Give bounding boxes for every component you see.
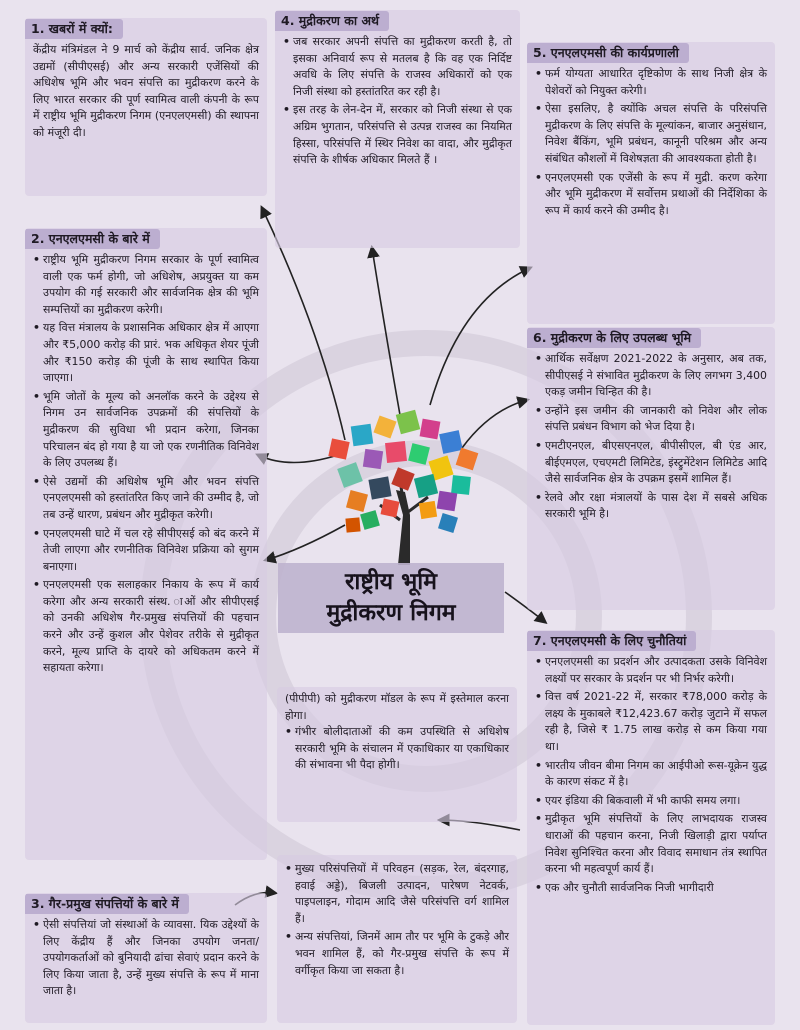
tree-trunk <box>396 490 410 565</box>
list-item: • एनएलएमसी का प्रदर्शन और उत्पादकता उसके विनिवेश लक्ष्यों पर सरकार के प्रदर्शन पर भी निर्भर करेगी। <box>535 654 767 687</box>
section-title: 5. एनएलएमसी की कार्यप्रणाली <box>527 43 689 63</box>
list-item: • एनएलएमसी घाटे में चल रहे सीपीएसई को बंद करने में तेजी लाएगा और रणनीतिक विनिवेश प्रक्रिया को सुगम बनाएगा। <box>33 526 259 576</box>
center-title-line-1: राष्ट्रीय भूमि <box>345 569 437 595</box>
list-item: • अन्य संपत्तियां, जिनमें आम तौर पर भूमि के टुकड़े और भवन शामिल हैं, को गैर-प्रमुख संपत्ति के रूप में वर्गीकृत किया जा सकता है। <box>285 929 509 979</box>
section-title: 1. खबरों में क्यों: <box>25 19 123 39</box>
section-title: 4. मुद्रीकरण का अर्थ <box>275 11 389 31</box>
section-nlmc-working <box>527 42 775 324</box>
list-item: • ऐसा इसलिए, है क्योंकि अचल संपत्ति के परिसंपत्ति मुद्रीकरण के लिए संपत्ति के मूल्यांकन, बाजार अनुसंधान, निवेश बैंकिंग, भूमि प्रबंधन, कानूनी परिश्रम और अन्य संबंधित कौशलों में विशेषज्ञता की आवश्यकता होती है। <box>535 101 767 167</box>
list-item: • राष्ट्रीय भूमि मुद्रीकरण निगम सरकार के पूर्ण स्वामित्व वाली एक फर्म होगी, जो अधिशेष, अप्रयुक्त या कम उपयोग की गई सरकारी और सार्वजनिक क्षेत्र की भूमि सम्पत्तियों का मुद्रीकरण करेगी। <box>33 252 259 318</box>
section-title: 2. एनएलएमसी के बारे में <box>25 229 160 249</box>
section-why-in-news <box>25 18 267 196</box>
list-item: • भूमि जोतों के मूल्य को अनलॉक करने के उद्देश्य से निगम उन सार्वजनिक उपक्रमों की संपत्तियों के मुद्रीकरण की सुविधा भी प्रदान करेगा, जिनका परिचालन बंद हो गया है या जो एक रणनीतिक विनिवेश के लिए उपलब्ध हैं। <box>33 389 259 472</box>
center-title-box <box>278 563 504 633</box>
section-title: 7. एनएलएमसी के लिए चुनौतियां <box>527 631 696 651</box>
section-title: 3. गैर-प्रमुख संपत्तियों के बारे में <box>25 894 189 914</box>
section-text: केंद्रीय मंत्रिमंडल ने 9 मार्च को केंद्रीय सार्व. जनिक क्षेत्र उद्यमों (सीपीएसई) और अन्य सरकारी एजेंसियों की अधिशेष भूमि और भवन संपत्ति का मुद्रीकरण करने के लिए भारत सरकार की पूर्ण स्वामित्व वाली कंपनी के रूप में राष्ट्रीय भूमि मुद्रीकरण निगम (एनएलएमसी) की स्थापना को मंजूरी दी। <box>33 43 259 139</box>
list-item: • इस तरह के लेन-देन में, सरकार को निजी संस्था से एक अग्रिम भुगतान, परिसंपत्ति से उत्पन्न राजस्व का नियमित हिस्सा, परिसंपत्ति में स्थिर निवेश का वादा, और मुद्रीकृत संपत्ति के शीर्षक अधिकार मिलते हैं । <box>283 102 512 168</box>
list-item: • भारतीय जीवन बीमा निगम का आईपीओ रूस-यूक्रेन युद्ध के कारण संकट में है। <box>535 758 767 791</box>
list-item: • मुद्रीकृत भूमि संपत्तियों के लिए लाभदायक राजस्व धाराओं की पहचान करना, निजी खिलाड़ी द्वारा पर्याप्त निवेश सुनिश्चित करना और विवाद समाधान तंत्र स्थापित करना भी महत्वपूर्ण कार्य हैं। <box>535 811 767 877</box>
section-about-nlmc <box>25 228 267 860</box>
list-item: • आर्थिक सर्वेक्षण 2021-2022 के अनुसार, अब तक, सीपीएसई ने संभावित मुद्रीकरण के लिए लगभग 3,400 एकड़ जमीन चिन्हित की है। <box>535 351 767 401</box>
list-item: • एमटीएनएल, बीएसएनएल, बीपीसीएल, बी एंड आर, बीईएमएल, एचएमटी लिमिटेड, इंस्ट्रुमेंटेशन लिमिटेड आदि जैसे सार्वजनिक क्षेत्र के उपक्रम इसमें शामिल हैं। <box>535 438 767 488</box>
list-item: • वित्त वर्ष 2021-22 में, सरकार ₹78,000 करोड़ के लक्ष्य के मुकाबले ₹12,423.67 करोड़ जुटाने में सफल रही है, जिसे ₹ 1.75 लाख करोड़ से कम किया गया था। <box>535 689 767 755</box>
section-text: (पीपीपी) को मुद्रीकरण मॉडल के रूप में इस्तेमाल करना होगा। <box>285 692 509 722</box>
list-item: • ऐसी संपत्तियां जो संस्थाओं के व्यावसा. यिक उद्देश्यों के लिए केंद्रीय हैं और जिनका उपयोग जनता/उपयोगकर्ताओं को बुनियादी ढांचा सेवाएं प्रदान करने के लिए किया जाता है, उन्हें मुख्य संपत्ति के रूप में माना जाता है। <box>33 917 259 1000</box>
section-meaning-of-monetization <box>275 10 520 248</box>
list-item: • गंभीर बोलीदाताओं की कम उपस्थिति से अधिशेष सरकारी भूमि के संचालन में एकाधिकार या एकाधिकार की संभावना भी पैदा होगी। <box>285 724 509 774</box>
section-nlmc-challenges <box>527 630 775 1025</box>
list-item: • उन्होंने इस जमीन की जानकारी को निवेश और लोक संपत्ति प्रबंधन विभाग को भेज दिया है। <box>535 403 767 436</box>
list-item: • एयर इंडिया की बिकवाली में भी काफी समय लगा। <box>535 793 767 810</box>
section-non-core-assets <box>25 893 267 1023</box>
list-item: • एक और चुनौती सार्वजनिक निजी भागीदारी <box>535 880 767 897</box>
section-land-available <box>527 327 775 610</box>
section-core-assets-continued <box>277 855 517 1023</box>
section-challenges-continued <box>277 687 517 822</box>
list-item: • एनएलएमसी एक एजेंसी के रूप में मुद्री. करण करेगा और भूमि मुद्रीकरण में सर्वोत्तम प्रथाओं की निर्देशिका के रूप में कार्य करने की उम्मीद है। <box>535 170 767 220</box>
center-title-line-2: मुद्रीकरण निगम <box>326 600 456 626</box>
list-item: • मुख्य परिसंपत्तियों में परिवहन (सड़क, रेल, बंदरगाह, हवाई अड्डे), बिजली उत्पादन, पारेषण नेटवर्क, पाइपलाइन, गोदाम आदि जैसे परिसंपत्ति वर्ग शामिल हैं। <box>285 861 509 927</box>
list-item: • रेलवे और रक्षा मंत्रालयों के पास देश में सबसे अधिक सरकारी भूमि है। <box>535 490 767 523</box>
list-item: • जब सरकार अपनी संपत्ति का मुद्रीकरण करती है, तो इसका अनिवार्य रूप से मतलब है कि वह एक निर्दिष्ट अवधि के लिए संपत्ति के राजस्व अधिकारों को एक निजी संस्था को हस्तांतरित कर रही है। <box>283 34 512 100</box>
list-item: • एनएलएमसी एक सलाहकार निकाय के रूप में कार्य करेगा और अन्य सरकारी संस्थ. ाओं और सीपीएसई को उनकी अधिशेष गैर-प्रमुख संपत्तियों की पहचान करने और उन्हें कुशल और पेशेवर तरीके से मुद्रीकृत करने, मूल्य प्राप्ति के दायरे को अधिकतम करने में सहायता करेगा। <box>33 577 259 677</box>
list-item: • यह वित्त मंत्रालय के प्रशासनिक अधिकार क्षेत्र में आएगा और ₹5,000 करोड़ की प्रारं. भक अधिकृत शेयर पूंजी और ₹150 करोड़ की पूंजी के साथ स्थापित किया जाएगा। <box>33 320 259 386</box>
list-item: • ऐसे उद्यमों की अधिशेष भूमि और भवन संपत्ति एनएलएमसी को हस्तांतरित किए जाने की उम्मीद है, जो तब उन्हें धारण, प्रबंधन और मुद्रीकृत करेगी। <box>33 474 259 524</box>
section-title: 6. मुद्रीकरण के लिए उपलब्ध भूमि <box>527 328 701 348</box>
list-item: • फर्म योग्यता आधारित दृष्टिकोण के साथ निजी क्षेत्र के पेशेवरों को नियुक्त करेगी। <box>535 66 767 99</box>
